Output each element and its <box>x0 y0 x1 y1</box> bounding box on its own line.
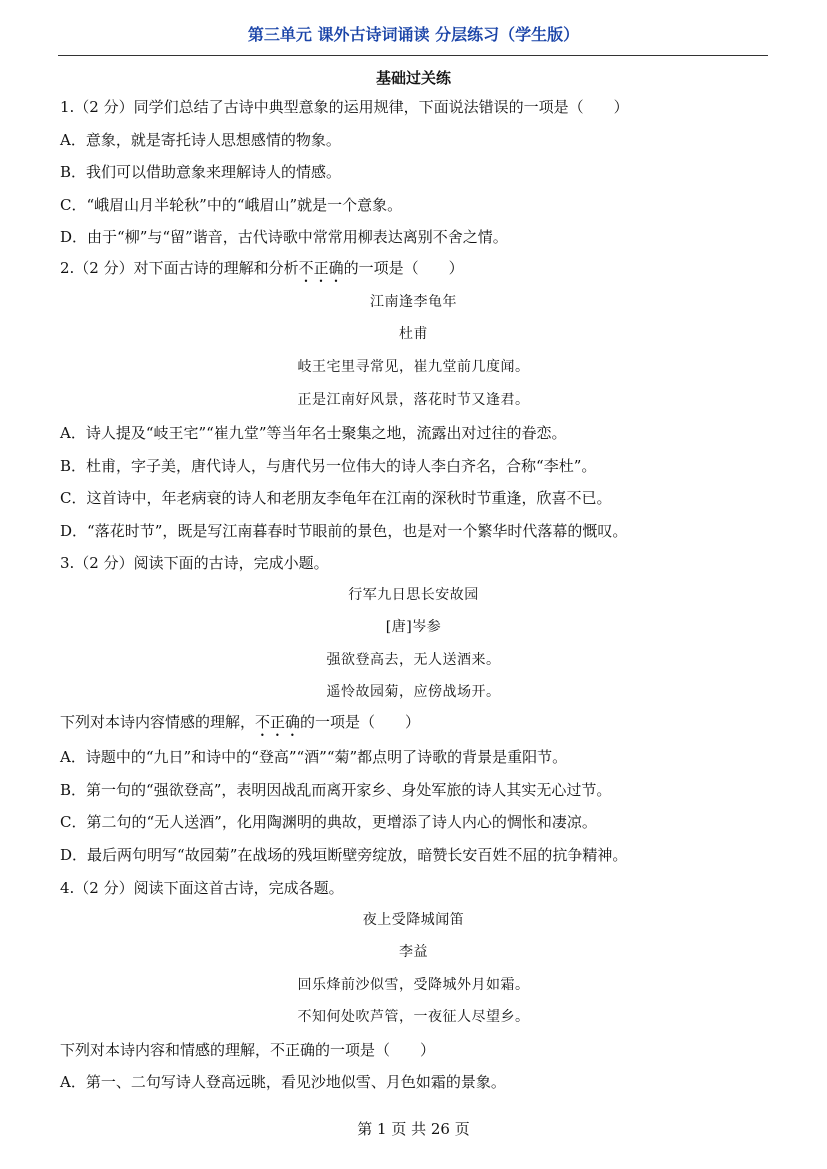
question-2-poem-line-1: 岐王宅里寻常见，崔九堂前几度闻。 <box>297 359 530 375</box>
question-2-stem-suffix: 的一项是（ ） <box>343 259 464 277</box>
question-4-option-a: A．第一、二句写诗人登高远眺，看见沙地似雪、月色如霜的景象。 <box>60 1073 506 1091</box>
question-4-poem-title: 夜上受降城闻笛 <box>362 912 465 928</box>
question-2-option-d: D．“落花时节”，既是写江南暮春时节眼前的景色，也是对一个繁华时代落幕的慨叹。 <box>60 522 628 540</box>
question-4-subquestion: 下列对本诗内容和情感的理解，不正确的一项是（ ） <box>60 1041 436 1059</box>
question-3-sub-prefix: 下列对本诗内容情感的理解， <box>60 713 256 731</box>
question-2-stem <box>60 258 464 286</box>
question-2-emphasis: 不正确 <box>298 259 344 277</box>
question-1-option-a: A．意象，就是寄托诗人思想感情的物象。 <box>60 131 341 149</box>
question-1-option-c: C．“峨眉山月半轮秋”中的“峨眉山”就是一个意象。 <box>60 196 403 214</box>
question-2-poem-title: 江南逢李龟年 <box>370 294 457 310</box>
question-3-subquestion <box>60 712 420 740</box>
question-3-poem-line-1: 强欲登高去，无人送酒来。 <box>326 652 501 668</box>
question-2-poem-author: 杜甫 <box>399 326 428 342</box>
question-4-poem-line-2: 不知何处吹芦管，一夜征人尽望乡。 <box>297 1009 530 1025</box>
question-3-poem-author: [唐]岑参 <box>385 619 442 635</box>
question-4-poem-line-1: 回乐烽前沙似雪，受降城外月如霜。 <box>297 977 530 993</box>
section-title: 基础过关练 <box>375 69 451 87</box>
question-3-stem: 3.（2 分）阅读下面的古诗，完成小题。 <box>60 554 329 572</box>
question-3-poem-title: 行军九日思长安故园 <box>348 587 479 603</box>
document-header-title: 第三单元 课外古诗词诵读 分层练习（学生版） <box>247 25 580 44</box>
question-1-option-d: D．由于“柳”与“留”谐音，古代诗歌中常常用柳表达离别不舍之情。 <box>60 228 508 246</box>
question-2-option-a: A．诗人提及“岐王宅”“崔九堂”等当年名士聚集之地，流露出对过往的眷恋。 <box>60 424 567 442</box>
question-3-option-a: A．诗题中的“九日”和诗中的“登高”“酒”“菊”都点明了诗歌的背景是重阳节。 <box>60 748 568 766</box>
question-2-option-c: C．这首诗中，年老病衰的诗人和老朋友李龟年在江南的深秋时节重逢，欣喜不已。 <box>60 489 612 507</box>
question-3-sub-suffix: 的一项是（ ） <box>300 713 421 731</box>
question-4-poem-author: 李益 <box>399 944 428 960</box>
question-3-option-c: C．第二句的“无人送酒”，化用陶渊明的典故，更增添了诗人内心的惆怅和凄凉。 <box>60 813 597 831</box>
question-2-option-b: B．杜甫，字子美，唐代诗人，与唐代另一位伟大的诗人李白齐名，合称“李杜”。 <box>60 457 597 475</box>
question-3-poem-line-2: 遥怜故园菊，应傍战场开。 <box>326 684 501 700</box>
question-3-emphasis: 不正确 <box>255 713 301 731</box>
question-2-stem-prefix: 2.（2 分）对下面古诗的理解和分析 <box>60 259 299 277</box>
question-4-stem: 4.（2 分）阅读下面这首古诗，完成各题。 <box>60 879 344 897</box>
question-1-stem: 1.（2 分）同学们总结了古诗中典型意象的运用规律，下面说法错误的一项是（ ） <box>60 98 629 116</box>
question-2-poem-line-2: 正是江南好风景，落花时节又逢君。 <box>297 392 530 408</box>
question-3-option-b: B．第一句的“强欲登高”，表明因战乱而离开家乡、身处军旅的诗人其实无心过节。 <box>60 781 612 799</box>
page-number-footer: 第 1 页 共 26 页 <box>357 1120 470 1138</box>
question-3-option-d: D．最后两句明写“故园菊”在战场的残垣断壁旁绽放，暗赞长安百姓不屈的抗争精神。 <box>60 846 628 864</box>
header-divider <box>58 55 768 56</box>
question-1-option-b: B．我们可以借助意象来理解诗人的情感。 <box>60 163 342 181</box>
